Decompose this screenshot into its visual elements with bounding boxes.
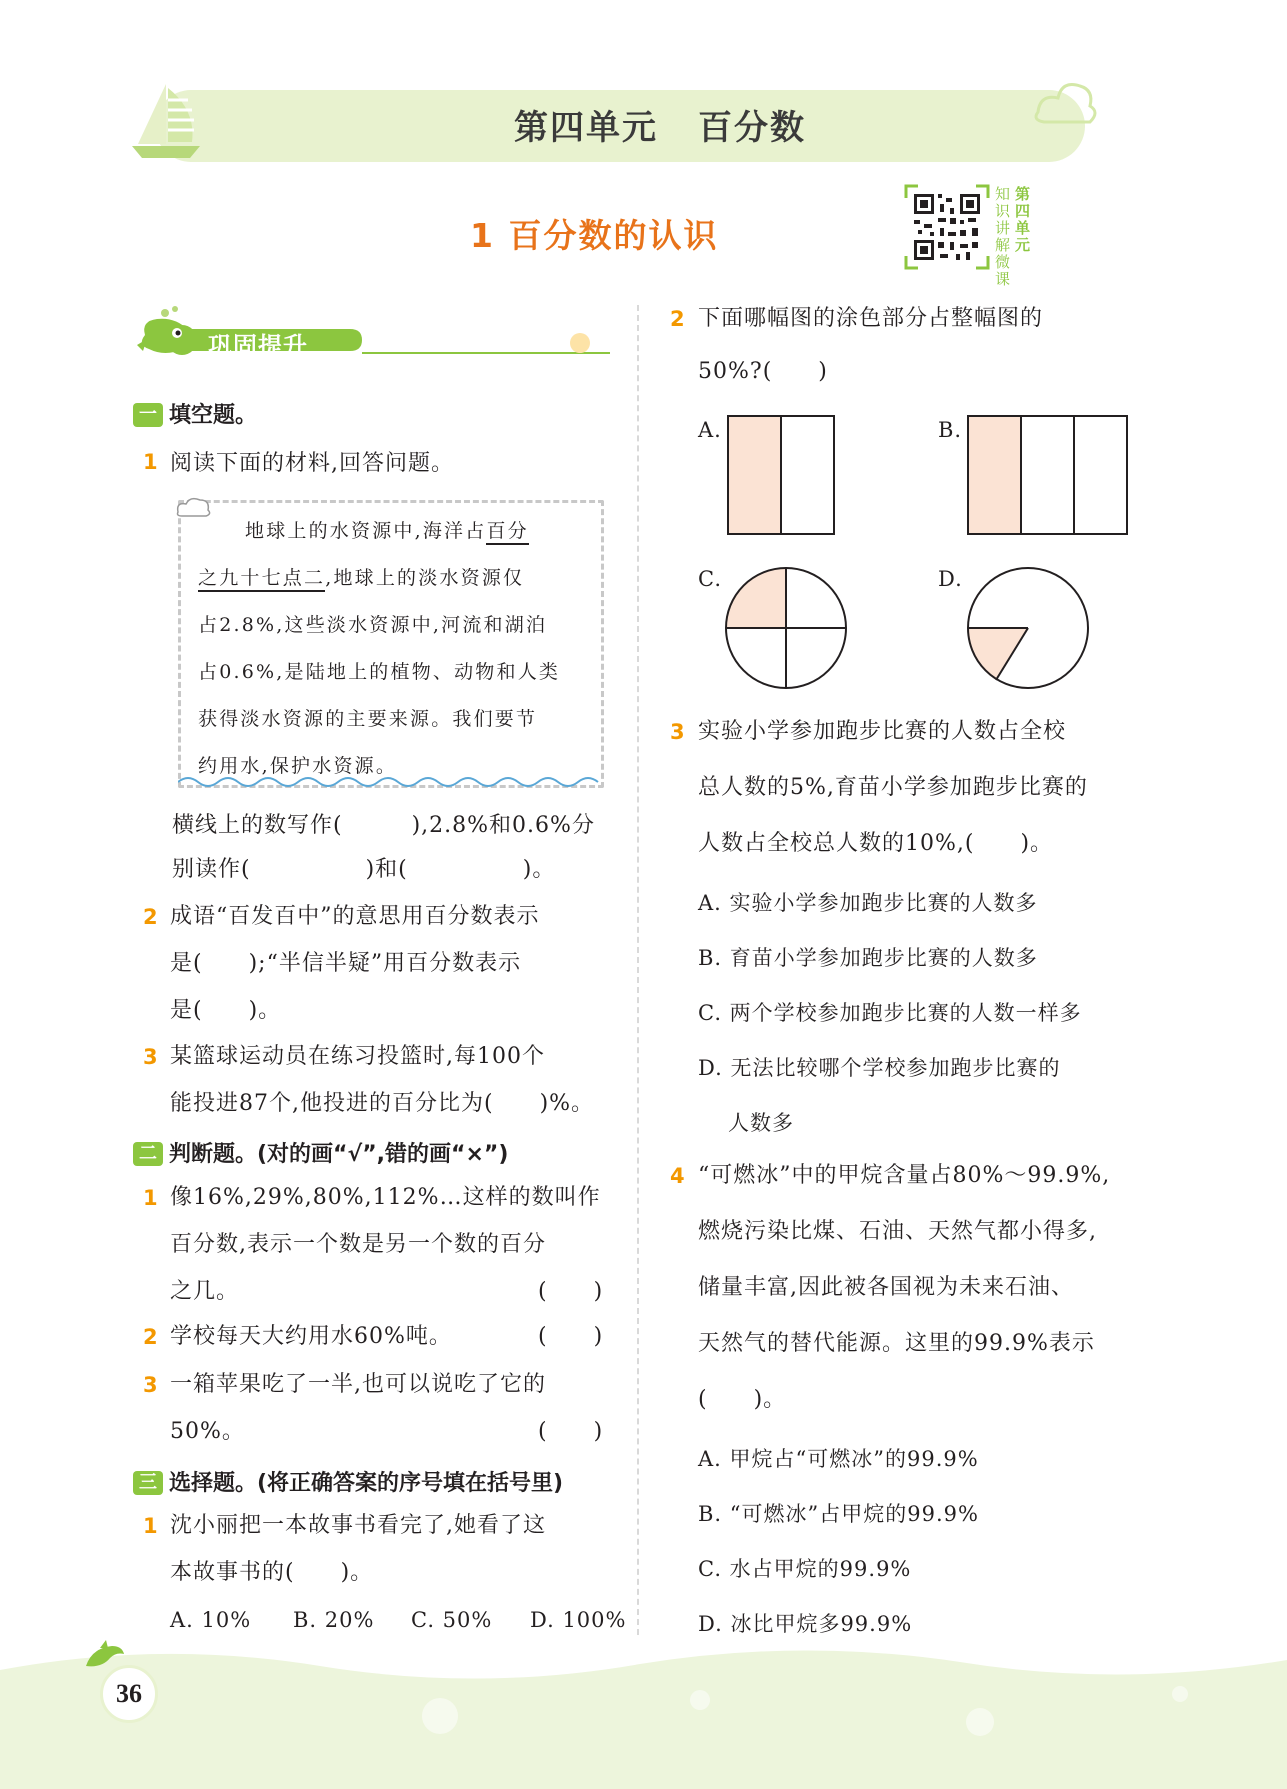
question-text: 人数占全校总人数的10%,( )。 [698, 831, 1054, 856]
part2-heading-text: 判断题。(对的画“√”,错的画“×”) [169, 1142, 509, 1167]
question-text: 储量丰富,因此被各国视为未来石油、 [698, 1275, 1074, 1300]
question-text: 百分数,表示一个数是另一个数的百分 [170, 1232, 546, 1257]
whale-icon [135, 305, 205, 357]
question-number: 2 [143, 905, 158, 929]
cloud-icon [174, 494, 214, 518]
underlined-number: 百分 [486, 520, 528, 545]
question-number: 2 [670, 307, 685, 331]
passage-text: 地球上的水资源中,海洋占 [245, 520, 487, 542]
question-text: 横线上的数写作( ),2.8%和0.6%分 [172, 813, 595, 838]
question-number: 4 [670, 1164, 685, 1188]
question-text: 下面哪幅图的涂色部分占整幅图的 [698, 306, 1044, 331]
question-text: 本故事书的( )。 [170, 1560, 374, 1585]
lesson-title: 1 百分数的认识 [470, 216, 719, 255]
passage-line: 约用水,保护水资源。 [198, 755, 398, 777]
part3-heading [133, 1466, 563, 1497]
section-title: 巩固提升 [208, 332, 308, 360]
part2-badge: 二 [133, 1142, 163, 1166]
passage-line: 占2.8%,这些淡水资源中,河流和湖泊 [198, 614, 548, 636]
figure-label-b: B. [938, 418, 963, 442]
option-d[interactable]: D. 冰比甲烷多99.9% [698, 1612, 913, 1636]
part3-badge: 三 [133, 1471, 163, 1495]
passage-line: 占0.6%,是陆地上的植物、动物和人类 [198, 661, 561, 683]
question-text: 像16%,29%,80%,112%…这样的数叫作 [170, 1185, 601, 1210]
part1-badge: 一 [133, 403, 163, 427]
part1-heading-text: 填空题。 [169, 403, 258, 428]
question-text: 学校每天大约用水60%吨。 [170, 1324, 452, 1349]
option-d[interactable]: D. 无法比较哪个学校参加跑步比赛的 [698, 1056, 1061, 1080]
question-text: 成语“百发百中”的意思用百分数表示 [170, 904, 540, 929]
unit-name: 百分数 [698, 108, 806, 148]
question-text: 阅读下面的材料,回答问题。 [170, 451, 454, 476]
option-d-continued: 人数多 [728, 1111, 794, 1135]
sailboat-icon [130, 80, 202, 160]
question-number: 1 [143, 1514, 158, 1538]
question-text: 实验小学参加跑步比赛的人数占全校 [698, 719, 1067, 744]
question-text: 能投进87个,他投进的百分比为( )%。 [170, 1091, 595, 1116]
figure-b-rect-thirds[interactable] [966, 414, 1130, 536]
question-text: 之几。 [170, 1279, 240, 1304]
reading-passage-box [178, 500, 604, 788]
part2-heading [133, 1137, 508, 1168]
question-text: 总人数的5%,育苗小学参加跑步比赛的 [698, 775, 1088, 800]
option-b[interactable]: B. “可燃冰”占甲烷的99.9% [698, 1502, 979, 1526]
part1-heading [133, 398, 257, 429]
question-text: 50%。 [170, 1419, 245, 1444]
answer-parens[interactable]: ( ) [538, 1279, 604, 1304]
option-c[interactable]: C. 两个学校参加跑步比赛的人数一样多 [698, 1001, 1082, 1025]
question-text: 天然气的替代能源。这里的99.9%表示 [698, 1331, 1095, 1356]
question-text: 是( );“半信半疑”用百分数表示 [170, 951, 522, 976]
underlined-number: 之九十七点二 [198, 567, 325, 592]
question-text: 是( )。 [170, 998, 282, 1023]
page-number: 36 [100, 1665, 158, 1723]
option-a[interactable]: A. 甲烷占“可燃冰”的99.9% [698, 1447, 979, 1471]
option-a[interactable]: A. 10% [170, 1608, 252, 1632]
figure-label-d: D. [938, 567, 963, 591]
question-number: 3 [143, 1045, 158, 1069]
figure-label-a: A. [698, 418, 722, 442]
question-text: 一箱苹果吃了一半,也可以说吃了它的 [170, 1372, 546, 1397]
figure-a-rect-halves[interactable] [726, 414, 836, 536]
qr-caption-right: 第四单元 [1014, 185, 1030, 254]
cloud-icon [1030, 72, 1100, 132]
question-text: 燃烧污染比煤、石油、天然气都小得多, [698, 1219, 1097, 1244]
option-c[interactable]: C. 水占甲烷的99.9% [698, 1557, 912, 1581]
figure-c-circle-quarters[interactable] [724, 566, 848, 690]
question-text: 别读作( )和( )。 [172, 857, 556, 882]
question-text: 沈小丽把一本故事书看完了,她看了这 [170, 1513, 546, 1538]
question-number: 3 [670, 720, 685, 744]
question-text: ( )。 [698, 1387, 787, 1412]
question-number: 1 [143, 1186, 158, 1210]
option-b[interactable]: B. 20% [293, 1608, 375, 1632]
passage-text: ,地球上的淡水资源仅 [325, 567, 525, 589]
question-number: 2 [143, 1325, 158, 1349]
figure-d-circle-sector[interactable] [966, 566, 1090, 690]
question-text: 某篮球运动员在练习投篮时,每100个 [170, 1044, 545, 1069]
unit-title [380, 100, 940, 149]
passage-line [245, 516, 529, 543]
question-number: 3 [143, 1373, 158, 1397]
passage-line: 获得淡水资源的主要来源。我们要节 [198, 708, 538, 730]
answer-parens[interactable]: ( ) [538, 1419, 604, 1444]
option-c[interactable]: C. 50% [411, 1608, 493, 1632]
option-a[interactable]: A. 实验小学参加跑步比赛的人数多 [698, 891, 1038, 915]
option-b[interactable]: B. 育苗小学参加跑步比赛的人数多 [698, 946, 1038, 970]
unit-number: 第四单元 [514, 108, 658, 148]
question-number: 1 [143, 450, 158, 474]
column-divider [637, 305, 639, 1635]
footer-wave [0, 1630, 1287, 1789]
question-text: “可燃冰”中的甲烷含量占80%～99.9%, [698, 1163, 1111, 1188]
qr-frame-icon [904, 184, 990, 270]
part3-heading-text: 选择题。(将正确答案的序号填在括号里) [169, 1471, 564, 1496]
option-d[interactable]: D. 100% [530, 1608, 627, 1632]
qr-caption-left: 知识讲解微课 [994, 185, 1010, 288]
question-text: 50%?( ) [698, 359, 828, 384]
passage-line [198, 563, 524, 590]
figure-label-c: C. [698, 567, 722, 591]
answer-parens[interactable]: ( ) [538, 1324, 604, 1349]
